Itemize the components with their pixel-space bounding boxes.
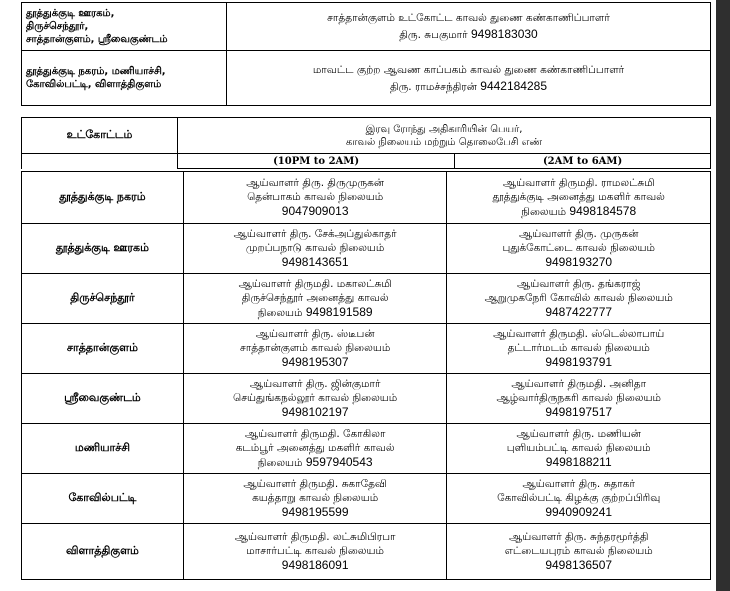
shift-1-officer-cell — [183, 424, 447, 474]
shift-1-officer-cell — [183, 324, 447, 374]
officer-line: தட்டார்மடம் காவல் நிலையம் — [507, 342, 650, 354]
officer-name-line — [227, 78, 710, 95]
shift-1-officer-cell — [183, 274, 447, 324]
officer-line: ஆய்வாளர் திருமதி. மகாலட்சுமி — [238, 278, 392, 290]
shift-2-officer-cell — [447, 274, 711, 324]
window-edge — [716, 0, 730, 591]
officer-designation: மாவட்ட குற்ற ஆவண காப்பகம் காவல் துணை கண்காணிப்பாளர் — [312, 63, 625, 76]
officer-line: முறப்பநாடு காவல் நிலையம் — [245, 242, 385, 254]
officer-header-line: காவல் நிலையம் மற்றும் தொலைபேசி எண் — [345, 136, 543, 148]
officer-phone: 9498186091 — [281, 558, 349, 572]
supervisor-row — [22, 51, 711, 106]
shift-2-label: (2AM to 6AM) — [455, 154, 711, 169]
shift-1-officer-cell — [183, 374, 447, 424]
officer-line: ஆய்வாளர் திருமதி. ராமலட்சுமி — [502, 177, 655, 189]
officer-line: ஆய்வாளர் திருமதி. கோகிலா — [244, 428, 386, 440]
officer-phone-line — [184, 255, 447, 270]
officer-line: ஆய்வாளர் திரு. ஜின்குமார் — [249, 378, 381, 390]
officer-phone: 9047909013 — [281, 204, 349, 218]
officer-cell — [227, 51, 711, 106]
officer-line: ஆய்வாளர் திருமதி. அனிதா — [511, 378, 647, 390]
subdivision-name: கோவில்பட்டி — [22, 474, 184, 524]
area-cell — [22, 3, 227, 51]
officer-line: ஆய்வாளர் திரு. திருமுருகன் — [246, 177, 385, 189]
shift-1-label: (10PM to 2AM) — [178, 154, 455, 169]
officer-name: திரு. சுபகுமார் — [399, 29, 468, 41]
subdivision-name: மணியாச்சி — [22, 424, 184, 474]
shift-1-officer-cell — [183, 172, 447, 224]
officer-phone: 9498184578 — [569, 204, 637, 218]
shift-2-officer-cell — [447, 424, 711, 474]
officer-line: ஆய்வாளர் திருமதி. சுகாதேவி — [243, 478, 387, 490]
officer-phone: 9498193791 — [545, 355, 613, 369]
officer-line: ஆய்வாளர் திரு. முருகன் — [519, 228, 639, 240]
officer-phone: 9487422777 — [545, 305, 613, 319]
officer-line: புதுக்கோட்டை காவல் நிலையம் — [502, 242, 655, 254]
supervisor-row — [22, 3, 711, 51]
officer-phone: 9498143651 — [281, 255, 349, 269]
officer-phone-line — [184, 558, 447, 573]
subdivision-name: ஸ்ரீவைகுண்டம் — [22, 374, 184, 424]
subdivision-name: தூத்துக்குடி நகரம் — [22, 172, 184, 224]
officer-phone-line — [447, 405, 710, 420]
officer-phone: 9498191589 — [305, 305, 373, 319]
officer-line: செய்துங்கநல்லூர் காவல் நிலையம் — [233, 392, 398, 404]
officer-phone-line — [447, 505, 710, 520]
area-line: சாத்தான்குளம், ஸ்ரீவைகுண்டம் — [26, 34, 168, 45]
station-tail: நிலையம் — [521, 206, 567, 218]
officer-line: ஆய்வாளர் திரு. மணியன் — [516, 428, 641, 440]
shift-2-officer-cell — [447, 172, 711, 224]
officer-phone: 9498195599 — [281, 505, 349, 519]
shift-2-officer-cell — [447, 474, 711, 524]
officer-header — [178, 118, 711, 154]
officer-phone-line — [447, 558, 710, 573]
roster-row — [22, 474, 711, 524]
officer-phone-line — [447, 305, 710, 320]
officer-phone: 9498195307 — [281, 355, 349, 369]
officer-line: புளியம்பட்டி காவல் நிலையம் — [506, 442, 651, 454]
officer-designation: சாத்தான்குளம் உட்கோட்ட காவல் துணை கண்காணிப்பாளர் — [327, 12, 610, 24]
officer-phone-line — [184, 455, 447, 470]
officer-phone-line — [447, 355, 710, 370]
area-cell — [22, 51, 227, 106]
officer-phone-line — [184, 505, 447, 520]
supervisor-table — [21, 2, 711, 106]
roster-row — [22, 424, 711, 474]
officer-line: ஆய்வாளர் திரு. சுந்தரமூர்த்தி — [508, 531, 649, 543]
officer-phone-line — [184, 305, 447, 320]
officer-phone: 9498197517 — [545, 405, 613, 419]
officer-phone: 9498183030 — [470, 27, 538, 41]
roster-row — [22, 324, 711, 374]
roster-row — [22, 172, 711, 224]
area-line: தூத்துக்குடி ஊரகம், — [26, 8, 115, 19]
officer-name-line — [227, 26, 710, 43]
officer-line: ஆய்வாளர் திரு. சேக்அப்துல்காதர் — [233, 228, 397, 240]
officer-phone: 9498102197 — [281, 405, 349, 419]
area-line: திருச்செந்தூர், — [26, 21, 89, 32]
area-line: தூத்துக்குடி நகரம், மணியாச்சி, — [26, 66, 166, 77]
officer-phone-line — [447, 204, 710, 219]
subdivision-name: திருச்செந்தூர் — [22, 274, 184, 324]
officer-line: சாத்தான்குளம் காவல் நிலையம் — [240, 342, 391, 354]
shift-1-officer-cell — [183, 474, 447, 524]
officer-line: திருச்செந்தூர் அனைத்து காவல் — [241, 292, 389, 304]
shift-2-officer-cell — [447, 374, 711, 424]
officer-line: கடம்பூர் அனைத்து மகளிர் காவல் — [235, 442, 395, 454]
shift-1-officer-cell — [183, 524, 447, 580]
station-tail: நிலையம் — [257, 457, 303, 469]
subdivision-name: சாத்தான்குளம் — [22, 324, 184, 374]
officer-phone: 9498193270 — [545, 255, 613, 269]
officer-line: ஆய்வாளர் திரு. ஸ்டீபன் — [255, 328, 375, 340]
officer-phone-line — [447, 255, 710, 270]
officer-line: எட்டையபுரம் காவல் நிலையம் — [504, 545, 653, 557]
roster-row — [22, 524, 711, 580]
officer-phone-line — [184, 405, 447, 420]
roster-row — [22, 274, 711, 324]
officer-name: திரு. ராமச்சந்திரன் — [389, 80, 477, 93]
roster-row — [22, 224, 711, 274]
officer-line: ஆய்வாளர் திருமதி. லட்சுமிபிரபா — [234, 531, 396, 543]
officer-line: ஆறுமுகநேரி கோவில் காவல் நிலையம் — [484, 292, 673, 304]
officer-phone: 9442184285 — [480, 78, 548, 93]
officer-phone: 9498136507 — [545, 558, 613, 572]
station-tail: நிலையம் — [257, 307, 303, 319]
officer-line: தென்பாகம் காவல் நிலையம் — [247, 191, 384, 203]
officer-phone: 9940909241 — [545, 505, 613, 519]
subdivision-name: தூத்துக்குடி ஊரகம் — [22, 224, 184, 274]
roster-body-table — [21, 171, 711, 580]
officer-line: தூத்துக்குடி அனைத்து மகளிர் காவல் — [492, 191, 665, 203]
roster-header-row — [22, 118, 711, 154]
roster-row — [22, 374, 711, 424]
shift-1-officer-cell — [183, 224, 447, 274]
officer-line: மாசார்பட்டி காவல் நிலையம் — [246, 545, 384, 557]
officer-line: ஆய்வாளர் திரு. தங்கராஜ் — [516, 278, 641, 290]
subdivision-header: உட்கோட்டம் — [22, 118, 178, 154]
officer-phone: 9498188211 — [545, 455, 612, 469]
officer-header-line: இரவு ரோந்து அதிகாரியின் பெயர், — [365, 123, 523, 135]
officer-phone-line — [184, 204, 447, 219]
officer-line: ஆழ்வார்திருநகரி காவல் நிலையம் — [496, 392, 661, 404]
officer-cell — [227, 3, 711, 51]
shift-2-officer-cell — [447, 324, 711, 374]
officer-line: ஆய்வாளர் திருமதி. ஸ்டெல்லாபாய் — [493, 328, 665, 340]
officer-line: ஆய்வாளர் திரு. சுதாகர் — [522, 478, 635, 490]
shift-spacer — [22, 154, 178, 169]
patrol-roster-table — [21, 117, 711, 169]
area-line: கோவில்பட்டி, விளாத்திகுளம் — [26, 79, 162, 90]
shift-2-officer-cell — [447, 224, 711, 274]
subdivision-name: விளாத்திகுளம் — [22, 524, 184, 580]
shift-row — [22, 154, 711, 169]
officer-line: கயத்தாறு காவல் நிலையம் — [252, 492, 379, 504]
officer-line: கோவில்பட்டி கிழக்கு குற்றப்பிரிவு — [497, 492, 661, 504]
officer-phone: 9597940543 — [305, 455, 373, 469]
officer-phone-line — [184, 355, 447, 370]
officer-phone-line — [447, 455, 710, 470]
shift-2-officer-cell — [447, 524, 711, 580]
